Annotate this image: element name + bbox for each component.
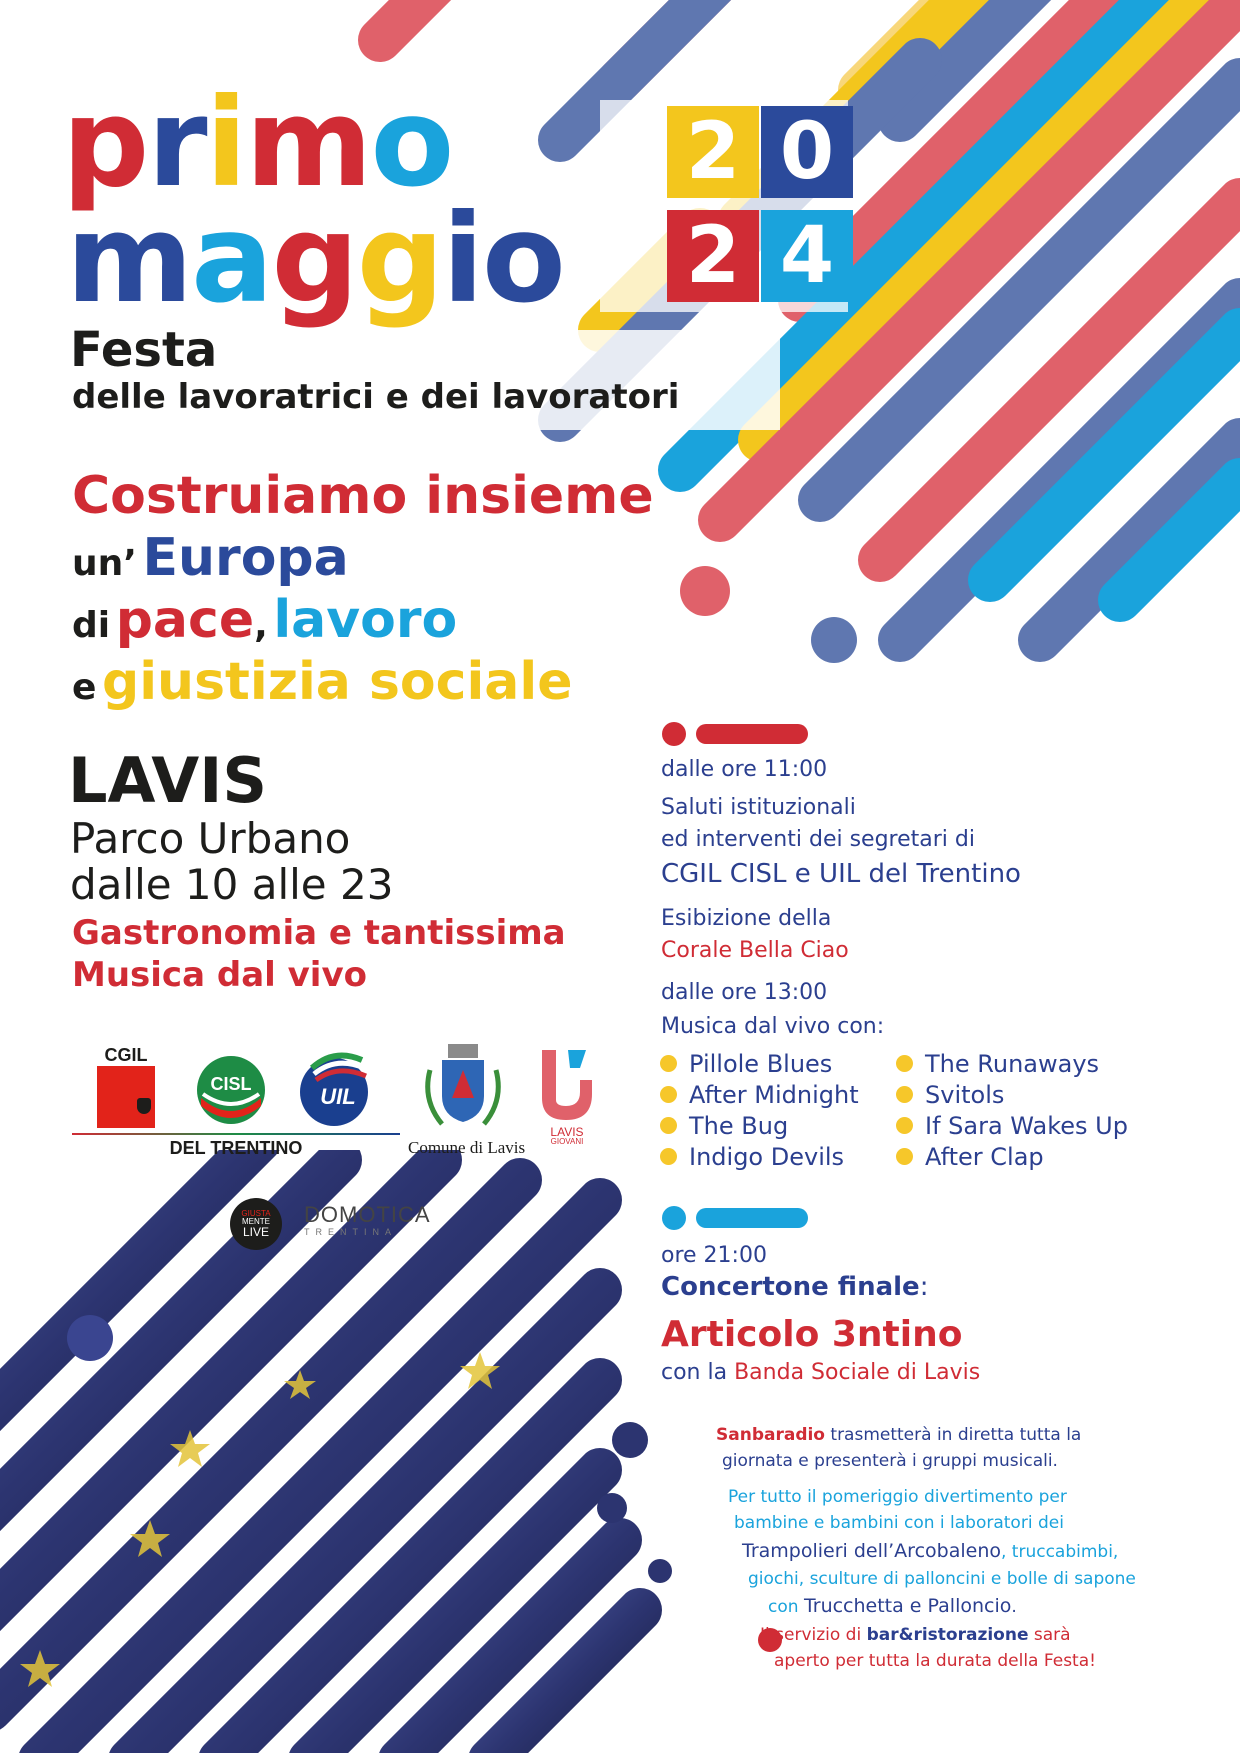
bar-text-1a: Il servizio di: [760, 1625, 867, 1645]
kids-text-3: , truccabimbi,: [1001, 1541, 1119, 1562]
schedule-greet-1: Saluti istituzionali: [661, 794, 856, 820]
year-digit: 2: [667, 210, 759, 302]
title-letter: a: [191, 188, 272, 330]
band-item: [896, 1110, 1128, 1141]
uil-logo-text: UIL: [320, 1084, 356, 1109]
bar-line-2: aperto per tutta la durata della Festa!: [774, 1651, 1096, 1672]
title-letter: m: [245, 72, 371, 214]
comune-lavis-text: Comune di Lavis: [408, 1138, 526, 1157]
radio-text-1: trasmetterà in diretta tutta la: [825, 1425, 1082, 1445]
schedule-choir: Corale Bella Ciao: [661, 938, 849, 964]
schedule-exhibit: Esibizione della: [661, 906, 832, 932]
title-letter: r: [147, 72, 206, 214]
bullet-dot: [660, 1148, 677, 1165]
slogan-europa: Europa: [142, 528, 349, 588]
slogan-line-1: Costruiamo insieme: [72, 466, 654, 526]
year-digit: 4: [761, 210, 853, 302]
schedule-time-2: dalle ore 13:00: [661, 980, 828, 1006]
bands-left-list: [660, 1048, 859, 1172]
band-item: [660, 1079, 859, 1110]
bullet-dot: [896, 1117, 913, 1134]
band-item: [896, 1079, 1128, 1110]
schedule-block-3: [661, 1242, 1221, 1388]
cgil-logo: [95, 1046, 157, 1128]
title-maggio: [66, 188, 564, 330]
cgil-logo-mark: [97, 1066, 155, 1128]
comune-lavis-crest: [420, 1040, 506, 1132]
band-name: Svitols: [925, 1080, 1005, 1109]
bar-service: bar&ristorazione: [866, 1625, 1029, 1645]
domotica-text: DOMOTICA: [304, 1202, 431, 1227]
trucchetta: Trucchetta e Palloncio: [803, 1595, 1012, 1618]
kids-text-5a: con: [768, 1597, 804, 1618]
kids-line-2: bambine e bambini con i laboratori dei: [734, 1513, 1064, 1534]
bands-right-list: [896, 1048, 1128, 1172]
band-name: The Bug: [689, 1111, 789, 1140]
bar-note: [760, 1622, 1096, 1675]
event-place: LAVIS: [68, 744, 267, 817]
year-digit: 2: [667, 106, 759, 198]
schedule-block-1: [661, 754, 1221, 1043]
union-divider: [72, 1133, 400, 1135]
del-trentino-text: DEL TRENTINO: [169, 1138, 303, 1158]
mente-text: MENTE: [242, 1217, 270, 1226]
giusta-text: GIUSTA: [241, 1209, 271, 1218]
kids-line-4: giochi, sculture di palloncini e bolle di sapone: [748, 1569, 1136, 1590]
title-letter: m: [66, 188, 192, 330]
year-digit: 0: [761, 106, 853, 198]
kids-line-3: [728, 1537, 1136, 1566]
lavis-giovani-sub: GIOVANI: [550, 1137, 584, 1146]
cisl-logo-text: CISL: [210, 1074, 252, 1094]
kids-line-5: [728, 1592, 1136, 1621]
kids-line-1: Per tutto il pomeriggio divertimento per: [728, 1487, 1067, 1507]
live-text: LIVE: [242, 1225, 269, 1239]
title-letter: i: [205, 72, 246, 214]
band-item: [896, 1141, 1128, 1172]
radio-name: Sanbaradio: [716, 1425, 825, 1445]
slogan-comma: ,: [254, 605, 268, 646]
eagle-icon: [137, 1098, 151, 1114]
title-letter: g: [356, 188, 443, 330]
band-item: [896, 1048, 1128, 1079]
bullet-dot: [896, 1148, 913, 1165]
event-venue: Parco Urbano: [70, 814, 351, 863]
slogan-prefix: un’: [72, 543, 137, 584]
final-with-line: [661, 1359, 1221, 1388]
band-name: Pillole Blues: [689, 1049, 833, 1078]
title-letter: o: [481, 188, 564, 330]
slogan-prefix: e: [72, 667, 97, 708]
bullet-dot: [660, 1086, 677, 1103]
final-with: con la: [661, 1360, 728, 1386]
band-name: The Runaways: [925, 1049, 1100, 1078]
slogan-line-4: [72, 652, 654, 718]
schedule-unions: CGIL CISL e UIL del Trentino: [661, 858, 1021, 889]
schedule-music-intro: Musica dal vivo con:: [661, 1014, 885, 1040]
slogan: [72, 466, 654, 718]
festa-heading: Festa: [70, 322, 218, 378]
band-name: After Midnight: [689, 1080, 859, 1109]
bullet-dot: [660, 1117, 677, 1134]
title-primo: [62, 72, 453, 214]
title-letter: p: [62, 72, 148, 214]
band-name: After Clap: [925, 1142, 1044, 1171]
giustamente-live-logo: [230, 1198, 282, 1250]
final-concert-label: [661, 1271, 1221, 1305]
final-concert-text: Concertone finale: [661, 1271, 920, 1302]
radio-line-2: giornata e presenterà i gruppi musicali.: [722, 1451, 1058, 1472]
domotica-logo: [304, 1204, 431, 1237]
band-name: If Sara Wakes Up: [925, 1111, 1128, 1140]
bullet-dot: [660, 1055, 677, 1072]
title-letter: o: [370, 72, 453, 214]
band-item: [660, 1110, 859, 1141]
banda-name: Banda Sociale di Lavis: [734, 1360, 981, 1386]
slogan-prefix: di: [72, 605, 111, 646]
slogan-giustizia: giustizia sociale: [102, 652, 573, 712]
trampolieri: Trampolieri dell’Arcobaleno: [742, 1539, 1001, 1562]
title-letter: i: [442, 188, 482, 330]
slogan-lavoro: lavoro: [273, 590, 458, 650]
kids-note: [728, 1484, 1136, 1622]
festa-subtitle: delle lavoratrici e dei lavoratori: [72, 377, 680, 417]
trentina-text: TRENTINA: [304, 1227, 397, 1237]
bar-text-1c: sarà: [1028, 1625, 1071, 1645]
lavis-giovani-logo: [536, 1046, 596, 1126]
bullet-dot: [896, 1086, 913, 1103]
band-item: [660, 1048, 859, 1079]
slogan-line-3: [72, 590, 654, 656]
cgil-logo-text: CGIL: [104, 1045, 148, 1065]
lavis-giovani-title: LAVIS: [550, 1125, 584, 1139]
radio-line-1: [716, 1422, 1081, 1448]
lavis-giovani-text: [536, 1126, 598, 1146]
band-name: Indigo Devils: [689, 1142, 845, 1171]
final-concert-colon: :: [919, 1271, 929, 1302]
schedule-greet-2: ed interventi dei segretari di: [661, 826, 975, 852]
event-extra-1: Gastronomia e tantissima: [72, 913, 566, 953]
bar-line-1: [760, 1622, 1096, 1648]
event-hours: dalle 10 alle 23: [70, 860, 394, 909]
title-letter: g: [271, 188, 357, 330]
slogan-line-2: [72, 528, 654, 594]
cisl-logo: [195, 1054, 267, 1126]
final-band: Articolo 3ntino: [661, 1314, 963, 1356]
event-extra-2: Musica dal vivo: [72, 955, 367, 995]
schedule-time-1: dalle ore 11:00: [661, 757, 828, 782]
bullet-dot: [896, 1055, 913, 1072]
radio-note: [716, 1422, 1081, 1475]
schedule-time-3: ore 21:00: [661, 1243, 767, 1268]
uil-logo: [292, 1048, 376, 1128]
kids-text-5c: .: [1011, 1597, 1017, 1618]
slogan-pace: pace: [115, 590, 255, 650]
band-item: [660, 1141, 859, 1172]
